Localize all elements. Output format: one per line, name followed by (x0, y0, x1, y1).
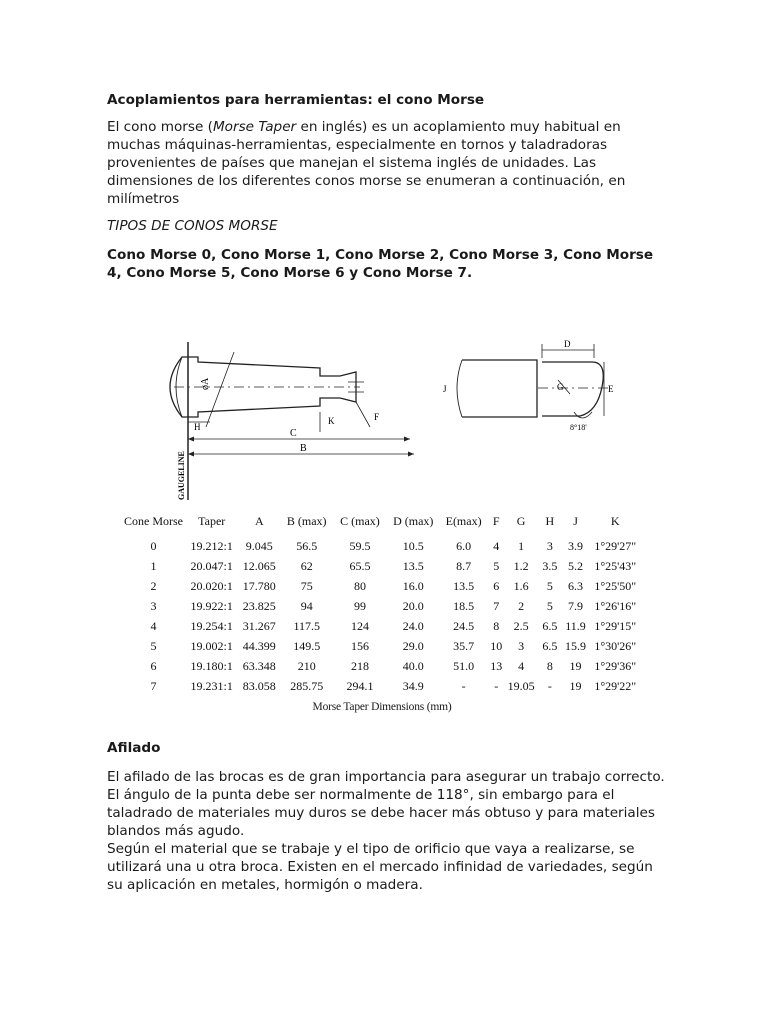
table-cell: 31.267 (242, 618, 276, 633)
col-cone-morse: Cone Morse (124, 513, 183, 528)
table-cell: 3.5 (542, 558, 558, 573)
table-cell: 4 (150, 618, 157, 633)
label-b: B (300, 443, 307, 454)
col-e: E(max) (445, 513, 482, 528)
table-cell: 4 (493, 538, 500, 553)
table-cell: 5 (150, 638, 157, 653)
table-cell: 63.348 (242, 658, 276, 673)
table-cell: 9.045 (245, 538, 273, 553)
table-cell: 24.0 (402, 618, 424, 633)
table-cell: 2 (150, 578, 157, 593)
table-row (122, 636, 642, 656)
table-cell: 294.1 (346, 678, 374, 693)
col-h: H (545, 513, 555, 528)
table-row (122, 536, 642, 556)
table-cell: 5 (493, 558, 500, 573)
table-cell: 13.5 (453, 578, 475, 593)
table-cell: 40.0 (402, 658, 424, 673)
col-b: B (max) (286, 513, 327, 528)
col-d: D (max) (393, 513, 434, 528)
col-f: F (492, 513, 500, 528)
table-cell: 94 (300, 598, 313, 613)
table-cell: 19.180:1 (190, 658, 233, 673)
tang-detail-drawing (442, 332, 642, 442)
table-cell: 2 (518, 598, 525, 613)
label-j: J (443, 384, 447, 394)
table-cell: 5 (546, 578, 553, 593)
table-cell: 51.0 (453, 658, 475, 673)
table-cell: 56.5 (296, 538, 318, 553)
table-cell: 8.7 (456, 558, 472, 573)
table-cell: 44.399 (242, 638, 276, 653)
table-cell: 19.254:1 (190, 618, 233, 633)
table-cell: 8 (493, 618, 500, 633)
table-cell: 19 (569, 658, 582, 673)
intro-text-start: El cono morse ( (107, 119, 213, 135)
col-k: K (610, 513, 620, 528)
table-cell: 19 (569, 678, 582, 693)
label-f: F (374, 412, 380, 422)
table-cell: 12.065 (242, 558, 276, 573)
table-cell: 3 (518, 638, 525, 653)
table-cell: 1°29'22" (594, 678, 637, 693)
table-cell: 5 (546, 598, 553, 613)
col-taper: Taper (198, 513, 226, 528)
table-cell: 3 (546, 538, 553, 553)
intro-paragraph (107, 118, 667, 208)
figure-caption: Morse Taper Dimensions (mm) (312, 701, 452, 713)
table-cell: 19.922:1 (190, 598, 233, 613)
table-cell: 1.6 (513, 578, 529, 593)
table-cell: 8 (546, 658, 553, 673)
table-cell: 1 (518, 538, 525, 553)
table-cell: 16.0 (402, 578, 424, 593)
table-cell: 3.9 (568, 538, 584, 553)
table-cell: 24.5 (453, 618, 475, 633)
table-body (122, 536, 642, 696)
tipos-list: Cono Morse 0, Cono Morse 1, Cono Morse 2, Cono Morse 3, Cono Morse 4, Cono Morse 5, Cono Morse 6 y Cono Morse 7. (107, 247, 654, 281)
table-cell: 10.5 (402, 538, 424, 553)
afilado-line-2: El ángulo de la punta debe ser normalmente de 118°, sin embargo para el taladrado de materiales muy duros se debe hacer más obtuso y para materiales blandos más agudo. (107, 787, 655, 839)
label-angle: 8°18' (570, 423, 587, 432)
afilado-line-1: El afilado de las brocas es de gran importancia para asegurar un trabajo correcto. (107, 769, 665, 785)
table-cell: 20.0 (402, 598, 424, 613)
table-cell: 2.5 (513, 618, 529, 633)
morse-taper-drawing (150, 332, 450, 506)
table-row (122, 676, 642, 696)
table-row (122, 556, 642, 576)
table-cell: 19.05 (507, 678, 535, 693)
table-cell: 1 (150, 558, 157, 573)
table-cell: 1°25'43" (594, 558, 637, 573)
table-cell: 6 (150, 658, 157, 673)
table-cell: 10 (490, 638, 503, 653)
table-cell: 34.9 (402, 678, 424, 693)
intro-italic-term: Morse Taper (212, 119, 297, 135)
afilado-heading: Afilado (107, 740, 161, 756)
table-cell: 29.0 (402, 638, 424, 653)
table-cell: 7 (150, 678, 157, 693)
table-cell: - (547, 678, 552, 693)
table-cell: 13.5 (402, 558, 424, 573)
table-cell: 80 (353, 578, 366, 593)
table-cell: 6.5 (542, 638, 558, 653)
table-cell: 59.5 (349, 538, 371, 553)
afilado-paragraph-1 (107, 768, 667, 840)
table-cell: 6.5 (542, 618, 558, 633)
table-cell: 20.020:1 (190, 578, 233, 593)
table-cell: 13 (490, 658, 503, 673)
table-cell: 6.3 (568, 578, 584, 593)
morse-taper-table (122, 506, 642, 696)
table-cell: 99 (353, 598, 366, 613)
table-cell: 35.7 (453, 638, 475, 653)
col-a: A (254, 513, 264, 528)
label-g: G (557, 382, 564, 392)
table-cell: 65.5 (349, 558, 371, 573)
table-cell: 19.002:1 (190, 638, 233, 653)
table-cell: 6 (493, 578, 500, 593)
table-row (122, 656, 642, 676)
table-cell: 62 (300, 558, 313, 573)
label-a: øA (200, 377, 211, 390)
table-cell: 17.780 (242, 578, 276, 593)
table-cell: - (461, 678, 466, 693)
afilado-paragraph-2: Según el material que se trabaje y el tipo de orificio que vaya a realizarse, se utilizará una u otra broca. Existen en el mercado infinidad de variedades, según su aplicación en metales, hormigón o madera. (107, 841, 653, 893)
table-cell: 7 (493, 598, 500, 613)
table-cell: 218 (350, 658, 369, 673)
table-cell: 15.9 (565, 638, 587, 653)
table-cell: 124 (350, 618, 369, 633)
table-cell: 6.0 (456, 538, 472, 553)
table-header-row (122, 506, 642, 536)
table-cell: 117.5 (293, 618, 320, 633)
table-cell: 7.9 (568, 598, 584, 613)
table-cell: 1°29'15" (594, 618, 637, 633)
table-cell: 3 (150, 598, 157, 613)
table-cell: - (494, 678, 499, 693)
label-d: D (564, 339, 571, 349)
table-cell: 1°29'36" (594, 658, 637, 673)
tipos-heading: TIPOS DE CONOS MORSE (107, 218, 278, 234)
col-g: G (516, 513, 526, 528)
table-cell: 18.5 (453, 598, 475, 613)
morse-figure (122, 332, 642, 722)
table-cell: 19.231:1 (190, 678, 233, 693)
table-cell: 0 (150, 538, 157, 553)
table-cell: 156 (350, 638, 369, 653)
table-cell: 75 (300, 578, 313, 593)
intro-text-end: en inglés) es un acoplamiento muy habitual en muchas máquinas-herramientas, especialmente en tornos y taladradoras provenientes de países que manejan el sistema inglés de unidades. Las dimensiones de los diferentes conos morse se enumeran a continuación, en milímetros (107, 119, 626, 207)
label-c: C (290, 428, 297, 439)
label-e: E (608, 384, 614, 394)
col-j: J (573, 513, 578, 528)
table-cell: 19.212:1 (190, 538, 233, 553)
label-h: H (194, 422, 201, 432)
table-cell: 149.5 (293, 638, 321, 653)
table-cell: 1°30'26" (594, 638, 637, 653)
page-title: Acoplamientos para herramientas: el cono Morse (107, 92, 485, 108)
table-cell: 83.058 (242, 678, 276, 693)
table-cell: 210 (297, 658, 316, 673)
table-cell: 1°29'27" (594, 538, 637, 553)
table-row (122, 616, 642, 636)
table-cell: 20.047:1 (190, 558, 233, 573)
table-cell: 5.2 (568, 558, 584, 573)
col-c: C (max) (340, 513, 380, 528)
table-cell: 1°26'16" (594, 598, 637, 613)
table-cell: 4 (518, 658, 525, 673)
table-row (122, 576, 642, 596)
label-gaugeline: GAUGELINE (177, 451, 186, 500)
table-cell: 11.9 (565, 618, 586, 633)
table-cell: 1.2 (513, 558, 529, 573)
table-cell: 285.75 (290, 678, 324, 693)
table-cell: 23.825 (242, 598, 276, 613)
label-k: K (328, 416, 335, 426)
table-cell: 1°25'50" (594, 578, 637, 593)
table-row (122, 596, 642, 616)
